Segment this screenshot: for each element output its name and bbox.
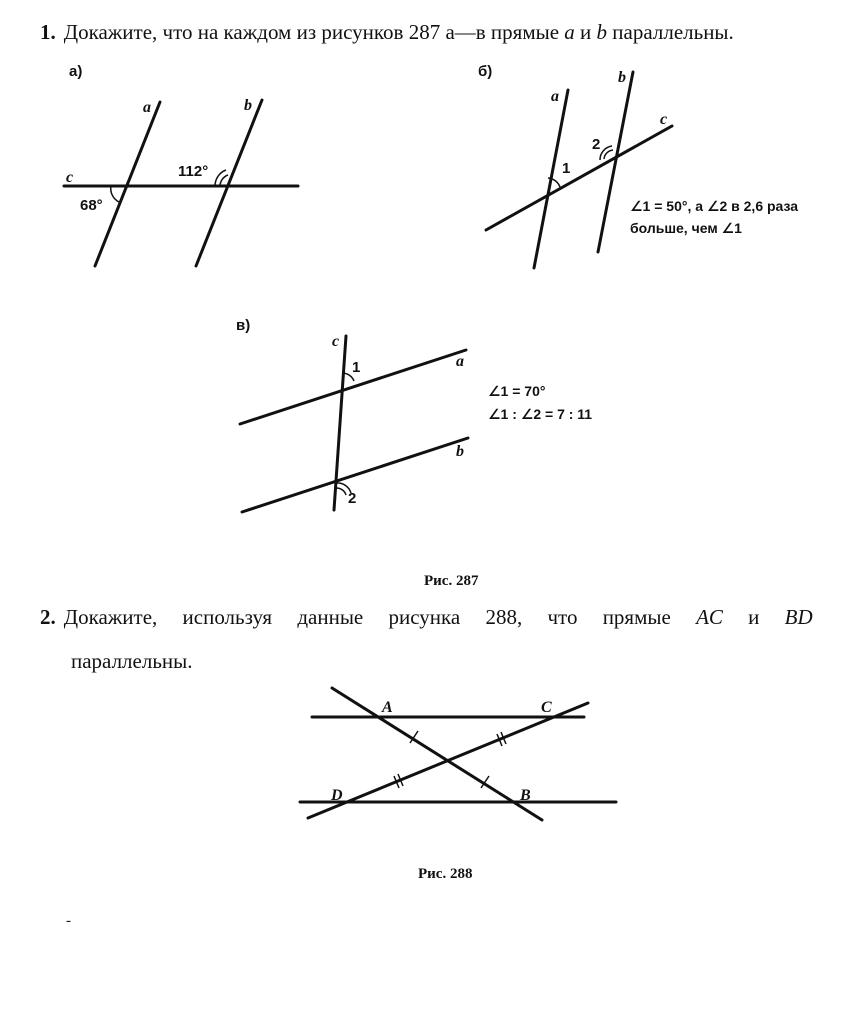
panel-label-b: б) bbox=[478, 63, 493, 80]
fig-b-angle2-arc-1 bbox=[604, 150, 613, 159]
fig-288-point-a: A bbox=[382, 699, 393, 716]
figure-288-caption: Рис. 288 bbox=[418, 866, 473, 882]
footer-mark: - bbox=[66, 913, 71, 929]
fig-288-point-d: D bbox=[331, 787, 343, 804]
fig-b-condition-line1: ∠1 = 50°, а ∠2 в 2,6 раза bbox=[630, 198, 799, 214]
fig-a-angle-112: 112° bbox=[178, 163, 209, 180]
problem-2-seg1: AC bbox=[696, 605, 723, 629]
problem-1-text-and: и bbox=[574, 20, 597, 44]
problem-2-statement-line2: параллельны. bbox=[71, 649, 193, 673]
fig-v-label-c: c bbox=[332, 333, 340, 350]
figure-287-b bbox=[478, 63, 798, 268]
figure-287-v bbox=[236, 317, 592, 512]
problem-2-text-and: и bbox=[722, 605, 785, 629]
fig-288-segment-ab bbox=[332, 688, 542, 820]
figure-287-caption: Рис. 287 bbox=[424, 573, 479, 589]
fig-v-label-a: a bbox=[456, 353, 464, 370]
fig-b-line-c bbox=[486, 126, 672, 230]
problem-1-var-b: b bbox=[596, 20, 608, 44]
fig-v-condition-line2: ∠1 : ∠2 = 7 : 11 bbox=[488, 406, 593, 422]
problem-2-number: 2. bbox=[40, 605, 56, 629]
problem-2-seg2: BD bbox=[784, 605, 813, 629]
fig-a-label-b: b bbox=[244, 97, 252, 114]
fig-b-label-b: b bbox=[618, 69, 626, 86]
fig-b-angle1-label: 1 bbox=[562, 160, 571, 177]
fig-288-point-b: B bbox=[520, 787, 531, 804]
fig-v-angle2-arc-1 bbox=[336, 488, 346, 495]
fig-a-angle-68: 68° bbox=[80, 197, 103, 214]
fig-b-label-c: c bbox=[660, 111, 668, 128]
panel-label-v: в) bbox=[236, 317, 251, 334]
problem-2-text-line1: Докажите, используя данные рисунка 288, что прямые bbox=[63, 605, 697, 629]
fig-a-label-c: c bbox=[66, 169, 74, 186]
fig-b-condition-line2: больше, чем ∠1 bbox=[630, 220, 742, 236]
fig-v-label-b: b bbox=[456, 443, 464, 460]
fig-v-condition-line1: ∠1 = 70° bbox=[488, 383, 546, 399]
problem-1-var-a: a bbox=[564, 20, 575, 44]
fig-a-line-b bbox=[196, 100, 262, 266]
panel-label-a: а) bbox=[69, 63, 83, 80]
figure-288 bbox=[300, 688, 616, 820]
fig-b-label-a: a bbox=[551, 88, 559, 105]
fig-v-angle2-label: 2 bbox=[348, 490, 357, 507]
fig-b-angle2-label: 2 bbox=[592, 136, 601, 153]
problem-1-text-after: параллельны. bbox=[607, 20, 734, 44]
problem-1-number: 1. bbox=[40, 20, 56, 44]
fig-a-angle-arc-right-1 bbox=[220, 175, 228, 186]
fig-a-line-a bbox=[95, 102, 160, 266]
figure-287-a bbox=[64, 63, 298, 266]
fig-a-angle-arc-left bbox=[111, 186, 119, 202]
fig-288-point-c: C bbox=[541, 699, 552, 716]
fig-b-line-b bbox=[598, 72, 633, 252]
fig-v-angle1-label: 1 bbox=[352, 359, 361, 376]
problem-1-text-before: Докажите, что на каждом из рисунков 287 а—в прямые bbox=[63, 20, 565, 44]
fig-a-label-a: a bbox=[143, 99, 151, 116]
